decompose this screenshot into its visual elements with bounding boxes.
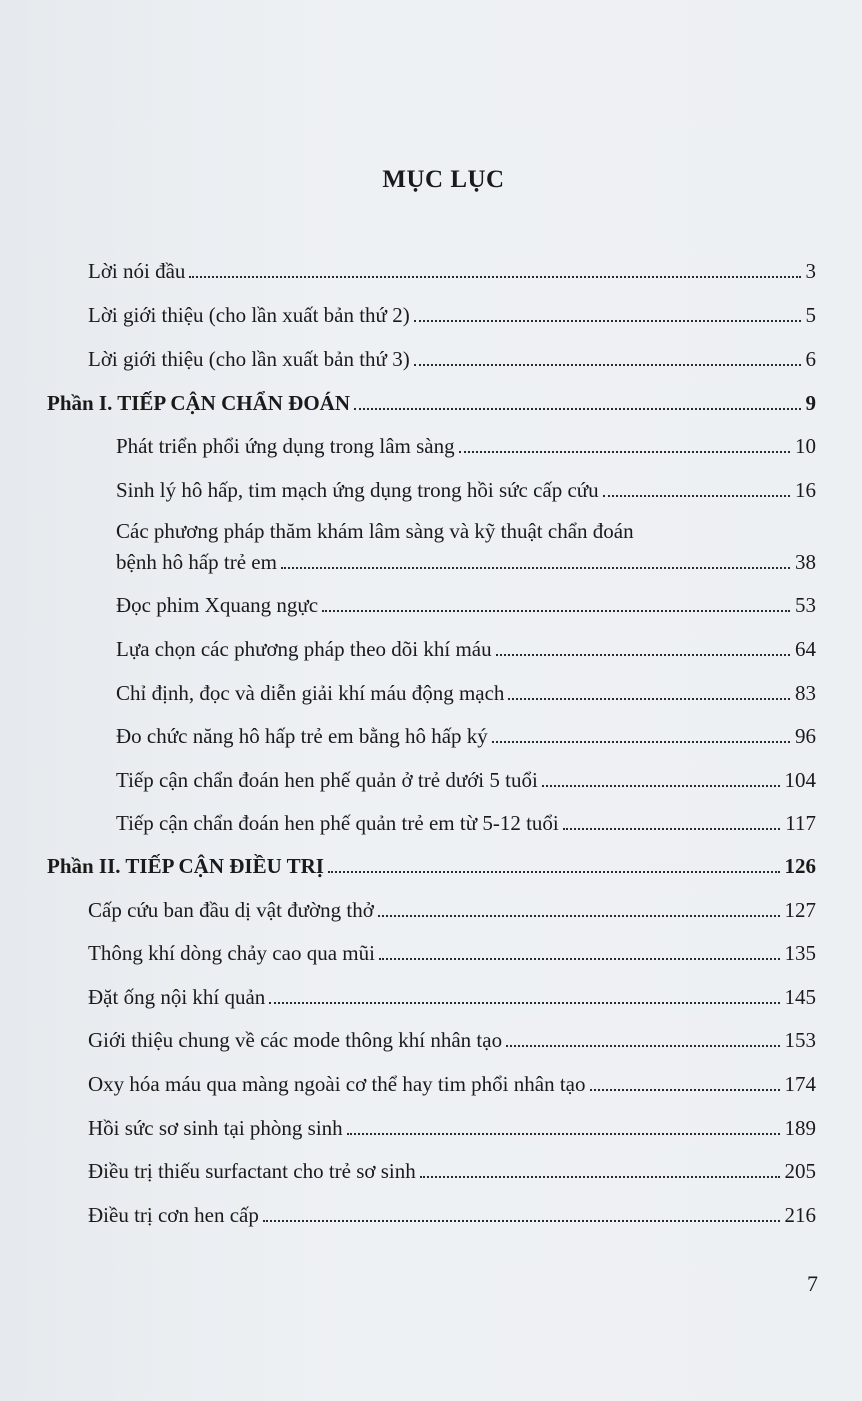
toc-entry-label: Đo chức năng hô hấp trẻ em bằng hô hấp ký	[116, 724, 488, 748]
dot-leader	[496, 654, 790, 656]
toc-entry-label: Lời giới thiệu (cho lần xuất bản thứ 3)	[88, 347, 410, 371]
dot-leader	[281, 567, 790, 569]
toc-entry[interactable]	[88, 258, 816, 284]
toc-entry-page: 117	[785, 811, 816, 835]
toc-entry-label-line1: Các phương pháp thăm khám lâm sàng và kỹ thuật chẩn đoán	[116, 519, 634, 543]
toc-entry[interactable]	[88, 346, 816, 372]
toc-entry-label: Tiếp cận chẩn đoán hen phế quản trẻ em từ 5-12 tuổi	[116, 811, 559, 835]
toc-entry[interactable]	[116, 592, 816, 618]
toc-entry-page: 205	[784, 1159, 816, 1183]
toc-entry-label: Thông khí dòng chảy cao qua mũi	[88, 941, 375, 965]
toc-part-heading[interactable]	[47, 390, 816, 416]
toc-entry-page: 6	[805, 347, 816, 371]
toc-entry-page: 174	[784, 1072, 816, 1096]
dot-leader	[508, 698, 790, 700]
toc-entry[interactable]	[116, 518, 816, 575]
dot-leader	[459, 451, 790, 453]
toc-entry-page: 53	[795, 593, 816, 617]
dot-leader	[354, 408, 801, 410]
toc-entry-page: 216	[784, 1203, 816, 1227]
dot-leader	[506, 1045, 779, 1047]
toc-entry-label: Phần I. TIẾP CẬN CHẨN ĐOÁN	[47, 391, 350, 415]
dot-leader	[563, 828, 781, 830]
toc-entry[interactable]	[88, 1027, 816, 1053]
toc-entry-label: Lời giới thiệu (cho lần xuất bản thứ 2)	[88, 303, 410, 327]
toc-entry-label: Lời nói đầu	[88, 259, 186, 283]
dot-leader	[542, 785, 780, 787]
toc-entry-label: Giới thiệu chung về các mode thông khí nhân tạo	[88, 1028, 503, 1052]
dot-leader	[322, 610, 790, 612]
toc-entry-label: Oxy hóa máu qua màng ngoài cơ thể hay tim phổi nhân tạo	[88, 1072, 586, 1096]
page-number: 7	[807, 1271, 818, 1296]
toc-entry-page: 10	[795, 434, 816, 458]
toc-entry-page: 16	[795, 478, 816, 502]
dot-leader	[420, 1176, 780, 1178]
toc-entry-label: Điều trị cơn hen cấp	[88, 1203, 259, 1227]
toc-entry-page: 104	[784, 768, 816, 792]
toc-entry[interactable]	[116, 636, 816, 662]
toc-entry-label: Sinh lý hô hấp, tim mạch ứng dụng trong hồi sức cấp cứu	[116, 478, 599, 502]
dot-leader	[263, 1220, 780, 1222]
toc-entry-page: 83	[795, 681, 816, 705]
toc-entry[interactable]	[116, 810, 816, 836]
dot-leader	[189, 276, 800, 278]
toc-entry-page: 189	[784, 1116, 816, 1140]
toc-part-heading[interactable]	[47, 853, 816, 879]
toc-entry[interactable]	[88, 897, 816, 923]
toc-entry[interactable]	[88, 1158, 816, 1184]
dot-leader	[269, 1002, 779, 1004]
toc-entry-label: Đọc phim Xquang ngực	[116, 593, 319, 617]
toc-entry[interactable]	[116, 680, 816, 706]
toc-entry-page: 135	[784, 941, 816, 965]
toc-entry-label-line2: bệnh hô hấp trẻ em	[116, 550, 277, 574]
dot-leader	[414, 320, 801, 322]
toc-entry-label: Cấp cứu ban đầu dị vật đường thở	[88, 898, 374, 922]
dot-leader	[347, 1133, 780, 1135]
toc-entry[interactable]	[88, 1071, 816, 1097]
toc-entry[interactable]	[88, 1202, 816, 1228]
dot-leader	[590, 1089, 780, 1091]
toc-entry[interactable]	[116, 767, 816, 793]
dot-leader	[378, 915, 780, 917]
toc-entry-label: Phát triển phổi ứng dụng trong lâm sàng	[116, 434, 455, 458]
toc-entry-label: Điều trị thiếu surfactant cho trẻ sơ sinh	[88, 1159, 416, 1183]
toc-entry-label: Tiếp cận chẩn đoán hen phế quản ở trẻ dưới 5 tuổi	[116, 768, 538, 792]
toc-entry-page: 96	[795, 724, 816, 748]
toc-entry[interactable]	[88, 940, 816, 966]
dot-leader	[492, 741, 790, 743]
toc-entry-page: 5	[805, 303, 816, 327]
toc-entry[interactable]	[116, 477, 816, 503]
toc-entry-label: Lựa chọn các phương pháp theo dõi khí máu	[116, 637, 492, 661]
toc-entry-page: 64	[795, 637, 816, 661]
toc-entry-label: Đặt ống nội khí quản	[88, 985, 266, 1009]
toc-entry[interactable]	[116, 723, 816, 749]
toc-entry-page: 127	[784, 898, 816, 922]
toc-entry-label: Chỉ định, đọc và diễn giải khí máu động mạch	[116, 681, 505, 705]
toc-entry[interactable]	[88, 1115, 816, 1141]
dot-leader	[414, 364, 801, 366]
toc-entry[interactable]	[116, 433, 816, 459]
toc-entry-page: 9	[805, 391, 816, 415]
dot-leader	[379, 958, 780, 960]
toc-entry-page: 145	[784, 985, 816, 1009]
page-title: MỤC LỤC	[382, 166, 505, 193]
toc-entry-page: 38	[795, 550, 816, 574]
toc-entry-page: 153	[784, 1028, 816, 1052]
toc-entry[interactable]	[88, 984, 816, 1010]
dot-leader	[328, 871, 780, 873]
toc-entry-label: Phần II. TIẾP CẬN ĐIỀU TRỊ	[47, 854, 324, 878]
toc-entry-label: Hồi sức sơ sinh tại phòng sinh	[88, 1116, 343, 1140]
toc-entry-page: 126	[784, 854, 816, 878]
dot-leader	[603, 495, 790, 497]
toc-entry-page: 3	[805, 259, 816, 283]
toc-entry[interactable]	[88, 302, 816, 328]
